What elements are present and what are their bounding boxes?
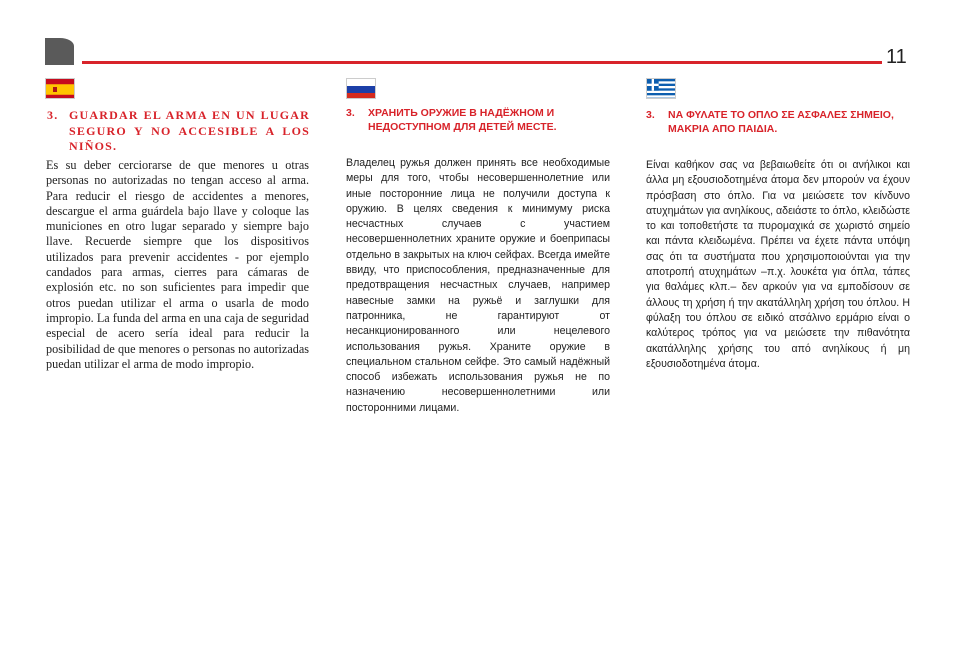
section-number: 3. xyxy=(346,107,355,119)
section-body: Είναι καθήκον σας να βεβαιωθείτε ότι οι ανήλικοι και άλλα μη εξουσιοδοτημένα άτομα δεν μπορούν να έχουν πρόσβαση στο όπλο. Για να μειώσετε τον κίνδυνο ατυχημάτων για ανηλίκους, αδειάστε το όπλο, κλειδώστε το και τοποθετήστε τα πυρομαχικά σε χωριστό σημείο και πάντα κλειδωμένα. Πρέπει να έχετε πάντα υπόψη σας ότι τα συστήματα που χρησιμοποιούνται για την αποτροπή ατυχημάτων –π.χ. λουκέτα για όπλα, τάπες για θαλάμες κλπ.– δεν αρκούν για να εμποδίσουν σε άλλους τη χρήση ή την ακατάλληλη χρήση του όπλου. Η φύλαξη του όπλου σε ειδικό ατσάλινο ερμάριο είναι ο καλύτερος τρόπος για να μειώσετε την πιθανότητα ακατάλληλης χρήσης του από ανηλίκους ή μη εξουσιοδοτημένα άτομα. xyxy=(646,159,910,370)
section-title: ΝΑ ΦΥΛΑΤΕ ΤΟ ΟΠΛΟ ΣΕ ΑΣΦΑΛΕΣ ΣΗΜΕΙΟ, ΜΑΚΡΙΑ ΑΠΟ ΠΑΙΔΙΑ. xyxy=(668,109,894,135)
section-title: ХРАНИТЬ ОРУЖИЕ В НАДЁЖНОМ И НЕДОСТУПНОМ ДЛЯ ДЕТЕЙ МЕСТЕ. xyxy=(368,107,557,133)
header-rule xyxy=(82,61,882,64)
section-heading xyxy=(47,108,310,155)
russia-flag-icon xyxy=(346,78,376,99)
brand-logo-icon xyxy=(45,38,74,65)
section-body: Es su deber cerciorarse de que menores u otras personas no autorizadas no tengan acceso al arma. Para reducir el riesgo de accidentes a menores, descargue el arma guárdela bajo llave y coloque las municiones en otro lugar separado y siempre bajo llave. Recuerde siempre que los dispositivos utilizados para prevenir accidentes - por ejemplo candados para armas, cierres para cámaras de explosión etc. no son suficientes para impedir que otros puedan utilizar el arma o usarla de modo impropio. La funda del arma en una caja de seguridad especial de acero sería ideal para reducir la posibilidad de que menores o personas no autorizadas puedan utilizar el arma de modo impropio. xyxy=(46,158,309,371)
section-body: Владелец ружья должен принять все необходимые меры для того, чтобы несовершеннолетние или иные посторонние лица не получили доступа к оружию. В целях сведения к минимуму риска несчастных случаев с участием несовершеннолетних храните оружие и боеприпасы отдельно в закрытых на ключ сейфах. Всегда имейте ввиду, что приспособления, предназначенные для предотвращения несчастных случаев, например навесные замки на ружьё и заглушки для патронника, не гарантируют от несанкционированного или нецелевого использования ружья. Храните оружие в специальном стальном сейфе. Это самый надёжный способ избежать использования ружья не по назначению несовершеннолетними или посторонними лицами. xyxy=(346,157,610,414)
section-title: GUARDAR EL ARMA EN UN LUGAR SEGURO Y NO ACCESIBLE A LOS NIÑOS. xyxy=(69,108,310,153)
section-number: 3. xyxy=(47,108,59,122)
section-number: 3. xyxy=(646,109,655,121)
spain-flag-icon xyxy=(45,78,75,99)
section-heading xyxy=(646,108,910,136)
greece-flag-icon xyxy=(646,78,676,99)
page-number: 11 xyxy=(886,46,907,68)
section-heading xyxy=(346,106,610,134)
